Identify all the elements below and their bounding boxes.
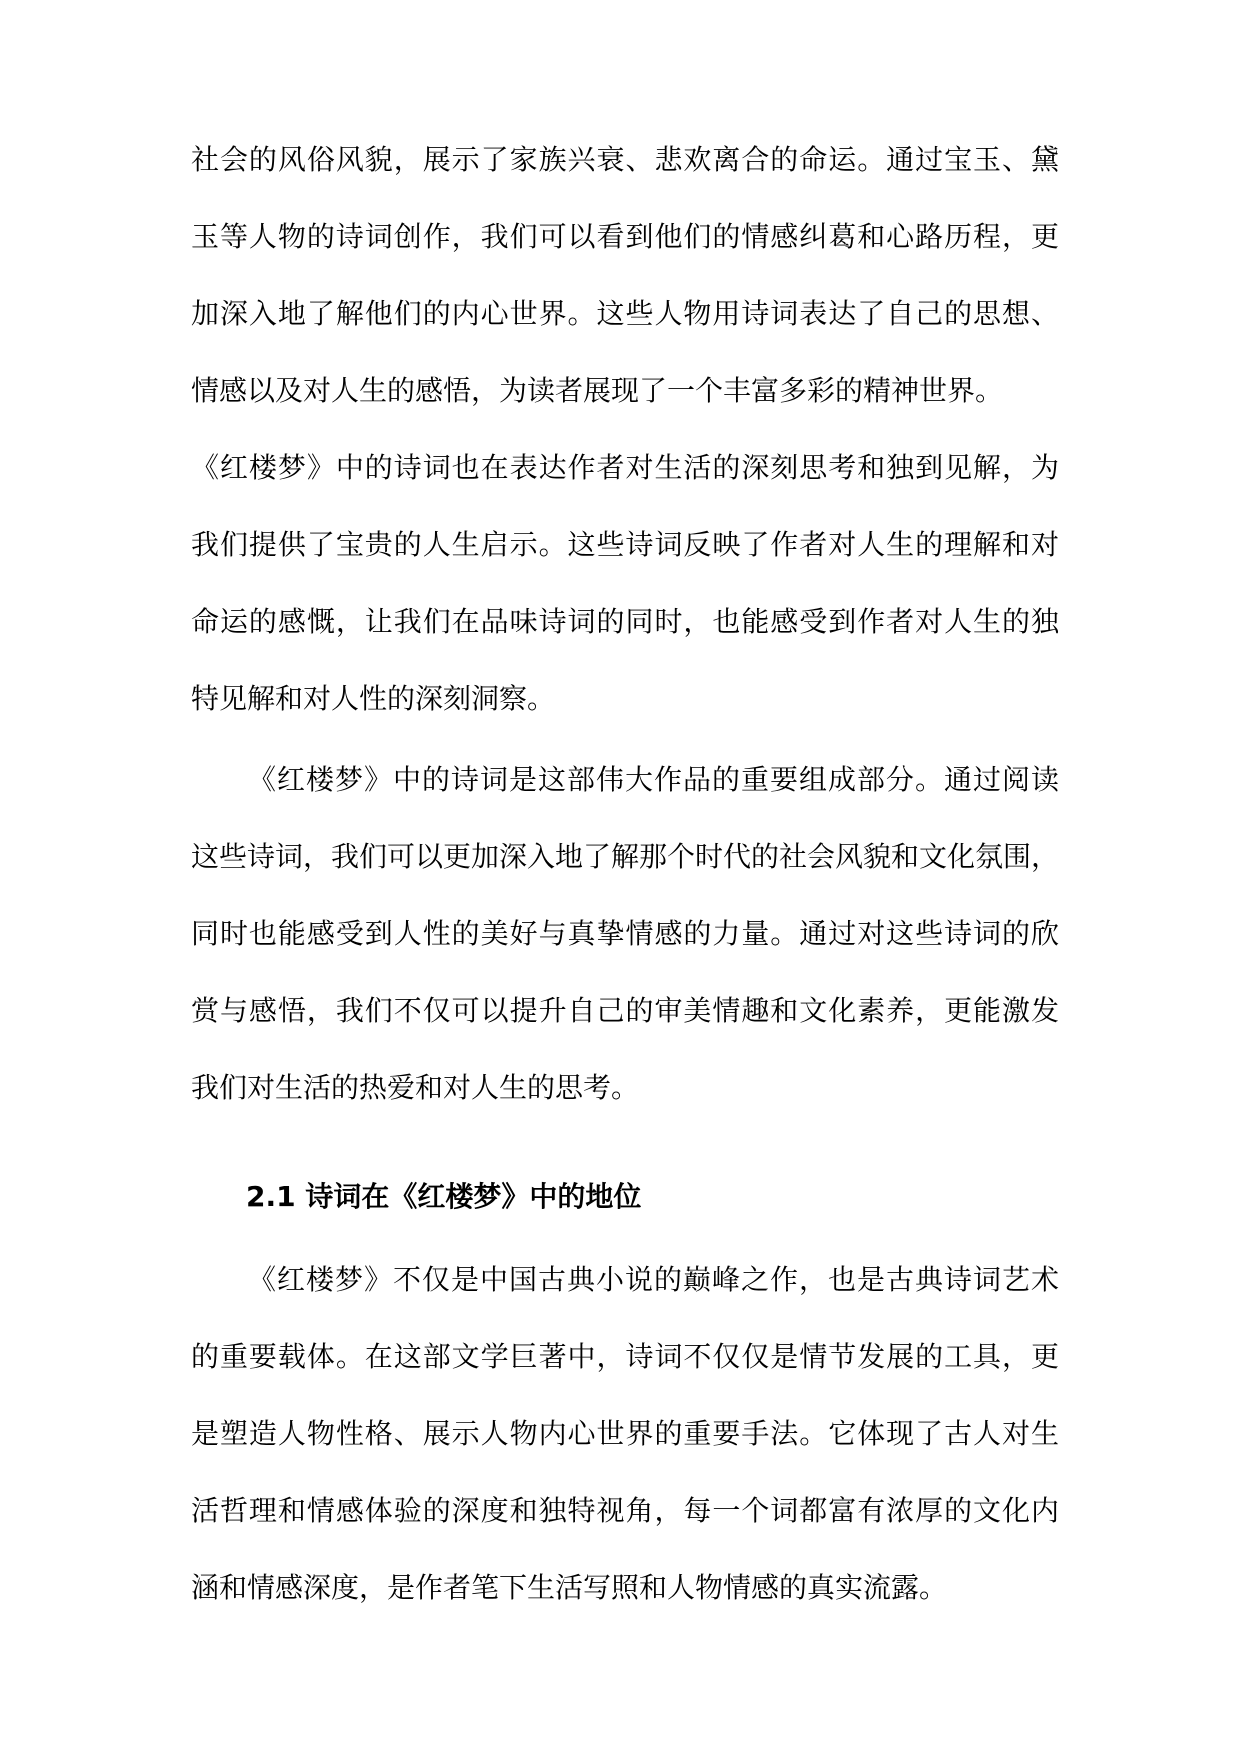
text-line: 赏与感悟，我们不仅可以提升自己的审美情趣和文化素养，更能激发 xyxy=(191,994,1059,1027)
text-line: 我们提供了宝贵的人生启示。这些诗词反映了作者对人生的理解和对 xyxy=(191,528,1059,561)
text-line: 这些诗词，我们可以更加深入地了解那个时代的社会风貌和文化氛围， xyxy=(191,840,1060,873)
text-line: 《红楼梦》中的诗词也在表达作者对生活的深刻思考和独到见解，为 xyxy=(191,451,1059,484)
text-line: 加深入地了解他们的内心世界。这些人物用诗词表达了自己的思想、 xyxy=(191,297,1059,330)
text-line: 活哲理和情感体验的深度和独特视角，每一个词都富有浓厚的文化内 xyxy=(191,1494,1059,1527)
text-line: 特见解和对人性的深刻洞察。 xyxy=(191,682,556,715)
text-line: 《红楼梦》中的诗词是这部伟大作品的重要组成部分。通过阅读 xyxy=(248,763,1059,796)
text-line: 的重要载体。在这部文学巨著中，诗词不仅仅是情节发展的工具，更 xyxy=(191,1340,1059,1373)
text-line: 命运的感慨，让我们在品味诗词的同时，也能感受到作者对人生的独 xyxy=(191,605,1059,638)
text-line: 《红楼梦》不仅是中国古典小说的巅峰之作，也是古典诗词艺术 xyxy=(248,1263,1059,1296)
text-line: 社会的风俗风貌，展示了家族兴衰、悲欢离合的命运。通过宝玉、黛 xyxy=(191,143,1059,176)
text-line: 是塑造人物性格、展示人物内心世界的重要手法。它体现了古人对生 xyxy=(191,1417,1059,1450)
text-line: 涵和情感深度，是作者笔下生活写照和人物情感的真实流露。 xyxy=(191,1571,948,1604)
text-line: 同时也能感受到人性的美好与真挚情感的力量。通过对这些诗词的欣 xyxy=(191,917,1059,950)
text-line: 情感以及对人生的感悟，为读者展现了一个丰富多彩的精神世界。 xyxy=(191,374,1004,407)
text-line: 我们对生活的热爱和对人生的思考。 xyxy=(191,1071,640,1104)
section-heading: 2.1 诗词在《红楼梦》中的地位 xyxy=(246,1180,642,1213)
text-line: 玉等人物的诗词创作，我们可以看到他们的情感纠葛和心路历程，更 xyxy=(191,220,1059,253)
